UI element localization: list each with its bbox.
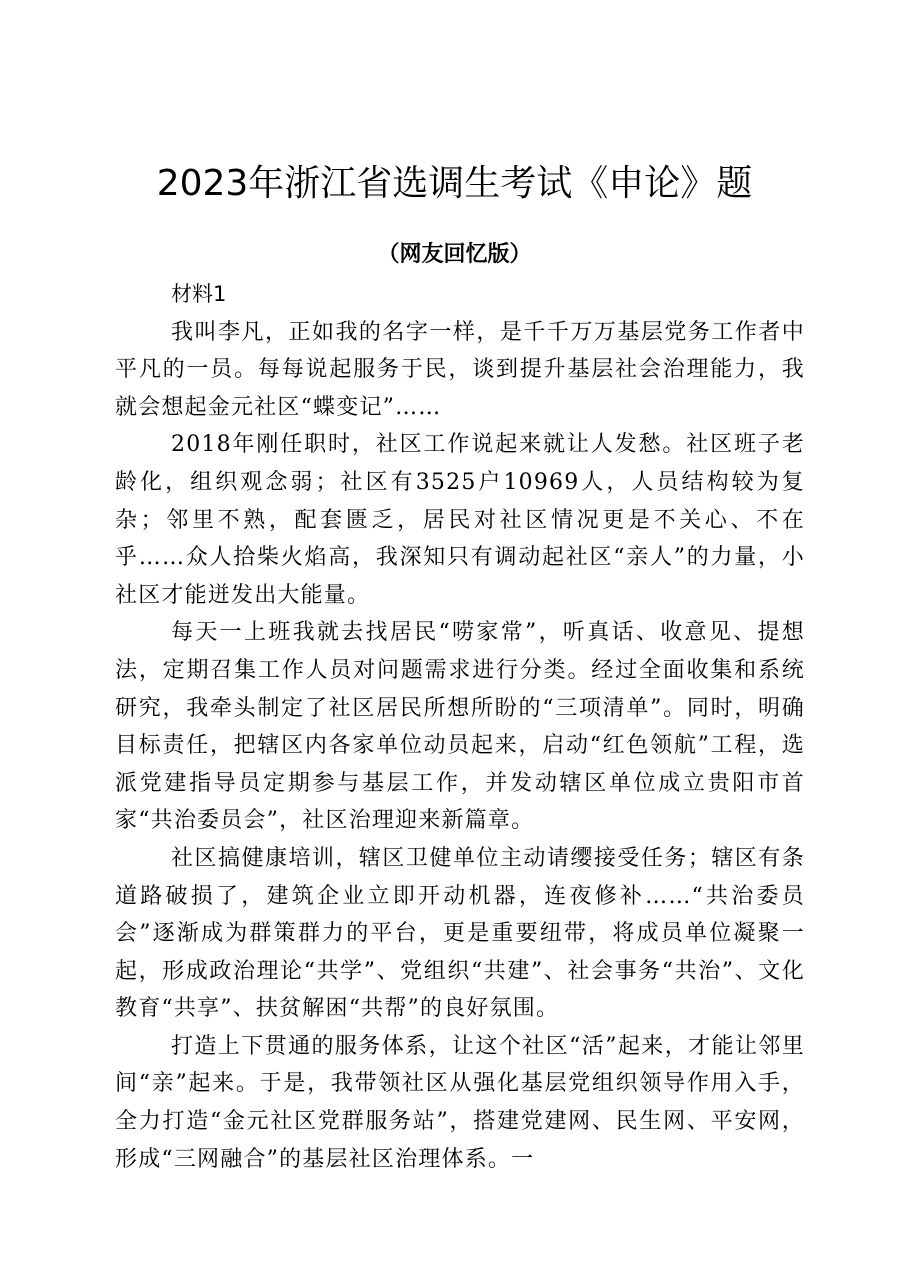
section-label: 材料1: [171, 282, 227, 306]
paragraph: 每天一上班我就去找居民“唠家常”，听真话、收意见、提想法，定期召集工作人员对问题需求进行分类。经过全面收集和系统研究，我牵头制定了社区居民所想所盼的“三项清单”。同时，明确目标责任，把辖区内各家单位动员起来，启动“红色领航”工程，选派党建指导员定期参与基层工作，并发动辖区单位成立贵阳市首家“共治委员会”，社区治理迎来新篇章。: [115, 620, 805, 834]
document-title: 2023年浙江省选调生考试《申论》题: [156, 163, 753, 204]
document-subtitle: （网友回忆版）: [377, 241, 532, 267]
paragraph: 2018年刚任职时，社区工作说起来就让人发愁。社区班子老龄化，组织观念弱；社区有3525户10969人，人员结构较为复杂；邻里不熟，配套匮乏，居民对社区情况更是不关心、不在乎……众人拾柴火焰高，我深知只有调动起社区“亲人”的力量，小社区才能迸发出大能量。: [115, 432, 805, 608]
paragraph: 打造上下贯通的服务体系，让这个社区“活”起来，才能让邻里间“亲”起来。于是，我带领社区从强化基层党组织领导作用入手，全力打造“金元社区党群服务站”，搭建党建网、民生网、平安网，形成“三网融合”的基层社区治理体系。一: [115, 1033, 805, 1172]
paragraph: 社区搞健康培训，辖区卫健单位主动请缨接受任务；辖区有条道路破损了，建筑企业立即开动机器，连夜修补……“共治委员会”逐渐成为群策群力的平台，更是重要纽带，将成员单位凝聚一起，形成政治理论“共学”、党组织“共建”、社会事务“共治”、文化教育“共享”、扶贫解困“共帮”的良好氛围。: [115, 845, 805, 1022]
document-body: [115, 276, 805, 1178]
paragraph: 我叫李凡，正如我的名字一样，是千千万万基层党务工作者中平凡的一员。每每说起服务于民，谈到提升基层社会治理能力，我就会想起金元社区“蝶变记”……: [115, 319, 805, 420]
